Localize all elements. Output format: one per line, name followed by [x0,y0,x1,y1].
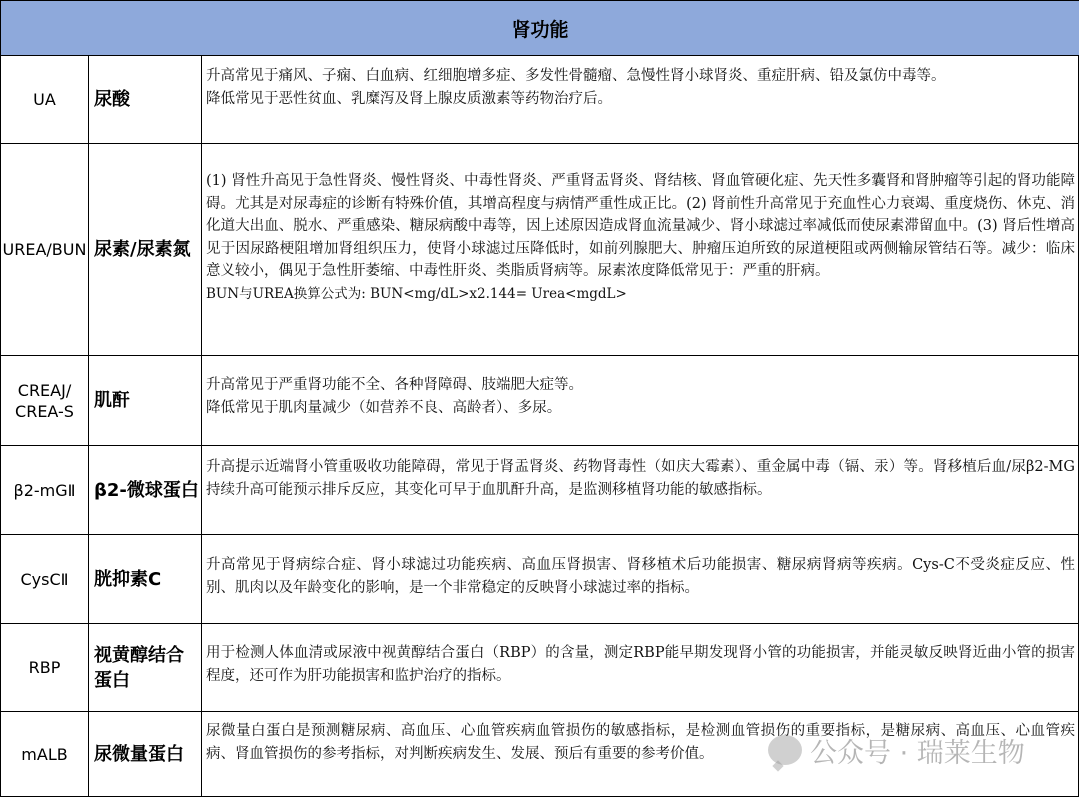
desc-line: 尿微量白蛋白是预测糖尿病、高血压、心血管疾病血管损伤的敏感指标，是检测血管损伤的重要指标，是糖尿病、高血压、心血管疾病、肾血管损伤的参考指标，对判断疾病发生、发展、预后有重要的参考价值。 [206,723,1075,762]
row-name: β2-微球蛋白 [89,446,202,534]
table-row [1,144,1079,356]
row-name: 胱抑素C [89,535,202,623]
row-desc [202,356,1079,445]
row-desc [202,712,1079,797]
table-row [1,56,1079,144]
desc-line: 升高提示近端肾小管重吸收功能障碍，常见于肾盂肾炎、药物肾毒性（如庆大霉素）、重金属中毒（镉、汞）等。肾移植后血/尿β2-MG持续升高可能预示排斥反应，其变化可早于血肌酐升高，是监测移植肾功能的敏感指标。 [206,459,1075,498]
desc-line: 升高常见于痛风、子痫、白血病、红细胞增多症、多发性骨髓瘤、急慢性肾小球肾炎、重症肝病、铅及氯仿中毒等。 [206,68,946,84]
desc-line: BUN与UREA换算公式为: BUN<mg/dL>x2.144= Urea<mgdL> [206,285,627,302]
row-name: 尿微量蛋白 [89,712,202,797]
row-abbr: mALB [1,712,89,797]
row-abbr: CREAJ/ CREA-S [1,356,89,445]
row-desc [202,446,1079,534]
row-desc [202,56,1079,143]
table-row [1,712,1079,797]
table-row [1,446,1079,535]
row-desc [202,144,1079,355]
row-abbr: CysCⅡ [1,535,89,623]
desc-line: 降低常见于肌肉量减少（如营养不良、高龄者）、多尿。 [206,399,562,416]
row-name: 尿酸 [89,56,202,143]
row-name: 视黄醇结合蛋白 [89,624,202,711]
desc-line: 用于检测人体血清或尿液中视黄醇结合蛋白（RBP）的含量，测定RBP能早期发现肾小管的功能损害，并能灵敏反映肾近曲小管的损害程度，还可作为肝功能损害和监护治疗的指标。 [206,645,1075,684]
desc-line: 升高常见于肾病综合症、肾小球滤过功能疾病、高血压肾损害、肾移植术后功能损害、糖尿病肾病等疾病。Cys-C不受炎症反应、性别、肌肉以及年龄变化的影响，是一个非常稳定的反映肾小球滤过率的指标。 [206,557,1075,596]
table-row [1,535,1079,624]
row-abbr: UA [1,56,89,143]
table-row [1,624,1079,712]
row-name: 尿素/尿素氮 [89,144,202,355]
row-name: 肌酐 [89,356,202,445]
desc-line: 降低常见于恶性贫血、乳糜泻及肾上腺皮质激素等药物治疗后。 [206,90,612,107]
table-row [1,356,1079,446]
watermark-text: 公众号 · 瑞莱生物 [810,737,1025,769]
row-abbr: RBP [1,624,89,711]
table-title: 肾功能 [1,1,1079,56]
desc-line: (1) 肾性升高见于急性肾炎、慢性肾炎、中毒性肾炎、严重肾盂肾炎、肾结核、肾血管硬化症、先天性多囊肾和肾肿瘤等引起的肾功能障碍。尤其是对尿毒症的诊断有特殊价值，其增高程度与病情严重性成正比。(2) 肾前性升高常见于充血性心力衰竭、重度烧伤、休克、消化道大出血、脱水、严重感染、糖尿病酸中毒等，因上述原因造成肾血流量减少、肾小球滤过率减低而使尿素滞留血中。(3) 肾后性增高见于因尿路梗阻增加肾组织压力，使肾小球滤过压降低时，如前列腺肥大、肿瘤压迫所致的尿道梗阻或两侧输尿管结石等。减少：临床意义较小，偶见于急性肝萎缩、中毒性肝炎、类脂质肾病等。尿素浓度降低常见于：严重的肝病。 [206,173,1075,279]
row-abbr: β2-mGⅡ [1,446,89,534]
row-abbr: UREA/BUN [1,144,89,355]
row-desc [202,624,1079,711]
desc-line: 升高常见于严重肾功能不全、各种肾障碍、肢端肥大症等。 [206,377,583,393]
row-desc [202,535,1079,623]
